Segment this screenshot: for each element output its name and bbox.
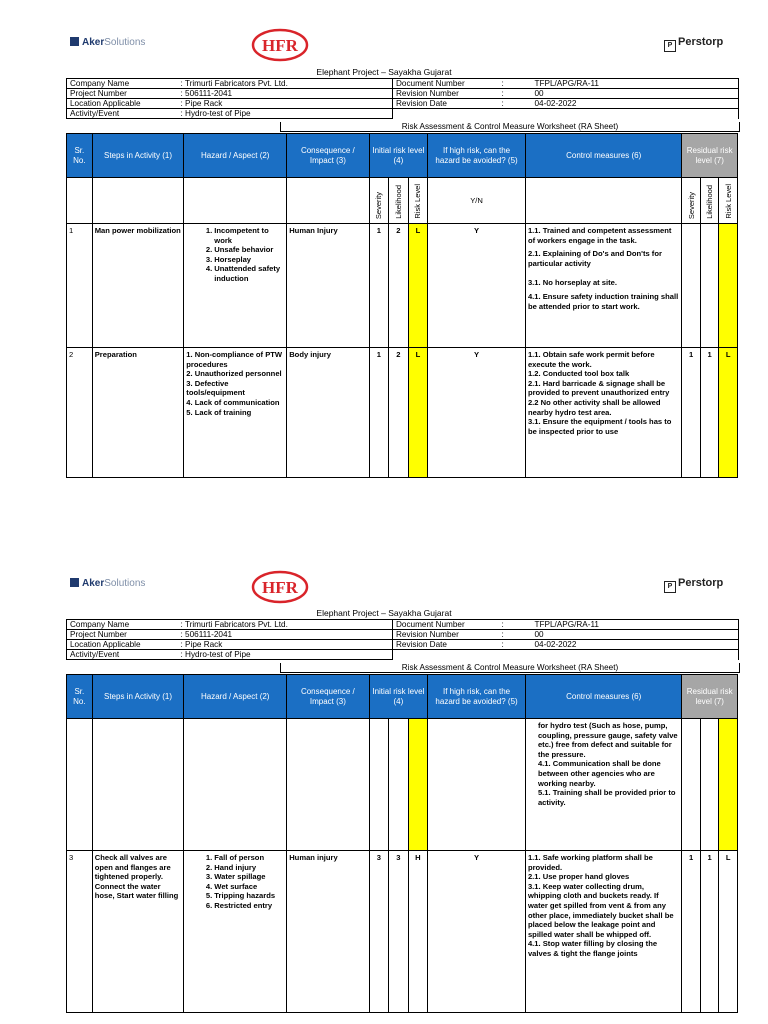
location-value: : Pipe Rack [178,99,393,109]
aker-solutions-logo: AkerSolutions [70,37,145,48]
header-initial-risk: Initial risk level (4) [369,134,428,178]
subheader-res-severity: Severity [686,191,696,219]
aker-square-icon [70,37,79,46]
control-measures: for hydro test (Such as hose, pump, coupling, pressure gauge, safety valve etc.) free from defect and suitable for the pressure. 4.1. Communication shall be done between other agencies who are working nearby. 5.1. Training shall be provided prior to activity. [525,719,681,851]
rev-value: 00 [532,89,739,99]
perstorp-box-icon: P [664,40,676,52]
hfr-logo-icon [250,570,310,609]
date-sep: : [499,99,532,109]
doc-value: TFPL/APG/RA-11 [532,79,739,89]
header-steps: Steps in Activity (1) [92,134,184,178]
project-title: Elephant Project – Sayakha Gujarat [316,608,452,618]
header-hazard: Hazard / Aspect (2) [184,134,287,178]
control-measures: 1.1. Obtain safe work permit before execute the work. 1.2. Conducted tool box talk 2.1. Hard barricade & signage shall be provided to prevent unauthorized entry 2.2 No other activity shall be allowed nearby hydro test area. 3.1. Ensure the equipment / tools has to be inspected prior to use [525,348,681,478]
control-measures: 1.1. Trained and competent assessment of workers engage in the task. 2.1. Explaining of Do's and Don'ts for particular activity 3.1. No horseplay at site. 4.1. Ensure safety induction training shall be attended prior to start work. [525,224,681,348]
subheader-severity: Severity [374,191,384,219]
project-title: Elephant Project – Sayakha Gujarat [316,67,452,77]
subheader-likelihood: Likelihood [393,185,403,219]
subheader-res-risk-level: Risk Level [723,184,733,219]
svg-text:HFR: HFR [262,578,298,597]
worksheet-title: Risk Assessment & Control Measure Worksheet (RA Sheet) [280,663,740,673]
date-label: Revision Date [393,99,499,109]
control-measures: 1.1. Safe working platform shall be provided. 2.1. Use proper hand gloves 3.1. Keep water collecting drum, whipping cloth and buckets ready. If water get spilled from vent & from any other place, immediately bucket shall be placed below the leakage point and spilled water shall be whipped off. 4.1. Stop water filling by closing the valves & tight the flange joints [525,851,681,1013]
header-avoid: If high risk, can the hazard be avoided? (5) [428,134,526,178]
activity-value: : Hydro-test of Pipe [178,109,393,119]
header-sr: Sr. No. [67,134,93,178]
ra-table-page-2: Sr. No. Steps in Activity (1) Hazard / Aspect (2) Consequence / Impact (3) Initial risk level (4) If high risk, can the hazard be avoided? (5) Control measures (6) Residual risk level (7) for hydro test (Such as hose, pump, coupling, pressure gauge, safety valve etc.) free from defect and suitable for the pressure. 4.1. Communication shall be done between other agencies who are working nearby. 5.1. Training shall be provided prior to activity. 3 Check all valves are open and flanges are tightened properly. Connect the water hose, Start water filling 1. Fall of person 2. Hand injury 3. Water spillage 4. Wet surface 5. Tripping hazards 6. Restricted entry Human injury 3 3 H Y 1.1. Safe working platform shall be provided. 2.1. Use proper hand gloves 3.1. Keep water collecting drum, whipping cloth and buckets ready. If water get spilled from vent & from any other place, immediately bucket shall be placed below the leakage point and spilled water shall be whipped off. 4.1. Stop water filling by closing the valves & tight the flange joints 1 1 L [66,674,738,1013]
table-row: 3 Check all valves are open and flanges are tightened properly. Connect the water hose, Start water filling 1. Fall of person 2. Hand injury 3. Water spillage 4. Wet surface 5. Tripping hazards 6. Restricted entry Human injury 3 3 H Y 1.1. Safe working platform shall be provided. 2.1. Use proper hand gloves 3.1. Keep water collecting drum, whipping cloth and buckets ready. If water get spilled from vent & from any other place, immediately bucket shall be placed below the leakage point and spilled water shall be whipped off. 4.1. Stop water filling by closing the valves & tight the flange joints 1 1 L [67,851,738,1013]
header-consequence: Consequence / Impact (3) [287,134,369,178]
table-row: 1 Man power mobilization 1. Incompetent to work 2. Unsafe behavior 3. Horseplay 4. Unattended safety induction Human Injury 1 2 L Y 1.1. Trained and competent assessment of workers engage in the task. 2.1. Explaining of Do's and Don'ts for particular activity 3.1. No horseplay at site. 4.1. Ensure safety induction training shall be attended prior to start work. [67,224,738,348]
subheader-yn: Y/N [428,178,526,224]
location-label: Location Applicable [67,99,178,109]
perstorp-box-icon: P [664,581,676,593]
info-table: Company Name : Trimurti Fabricators Pvt. Ltd. Document Number : TFPL/APG/RA-11 Project Number : 506111-2041 Revision Number : 00 Location Applicable : Pipe Rack Revision Date : 04-02-2022 Activity/Event : Hydro-test of Pipe [66,619,739,660]
hazard-list: 1. Fall of person 2. Hand injury 3. Water spillage 4. Wet surface 5. Tripping hazards 6. Restricted entry [186,853,284,911]
info-table [66,78,739,119]
hfr-logo-icon [250,28,310,67]
date-value: 04-02-2022 [532,99,739,109]
subheader-risk-level: Risk Level [413,184,423,219]
svg-text:HFR: HFR [262,36,298,55]
hazard-list: 1. Incompetent to work 2. Unsafe behavior 3. Horseplay 4. Unattended safety induction [186,226,284,284]
worksheet-title: Risk Assessment & Control Measure Worksheet (RA Sheet) [280,122,740,132]
company-value: : Trimurti Fabricators Pvt. Ltd. [178,79,393,89]
header-residual-risk: Residual risk level (7) [682,134,738,178]
rev-sep: : [499,89,532,99]
activity-label: Activity/Event [67,109,178,119]
project-value: : 506111-2041 [178,89,393,99]
aker-square-icon [70,578,79,587]
table-row: 2 Preparation 1. Non-compliance of PTW procedures 2. Unauthorized personnel 3. Defective tools/equipment 4. Lack of communication 5. Lack of training Body injury 1 2 L Y 1.1. Obtain safe work permit before execute the work. 1.2. Conducted tool box talk 2.1. Hard barricade & signage shall be provided to prevent unauthorized entry 2.2 No other activity shall be allowed nearby hydro test area. 3.1. Ensure the equipment / tools has to be inspected prior to use 1 1 L [67,348,738,478]
doc-sep: : [499,79,532,89]
table-row [67,719,738,851]
project-label: Project Number [67,89,178,99]
perstorp-logo: P Perstorp [664,36,723,52]
doc-label: Document Number [393,79,499,89]
rev-label: Revision Number [393,89,499,99]
header-control: Control measures (6) [525,134,681,178]
ra-table-page-1 [66,133,738,478]
aker-solutions-logo: AkerSolutions [70,578,145,589]
company-label: Company Name [67,79,178,89]
perstorp-logo: P Perstorp [664,577,723,593]
hazard-list: 1. Non-compliance of PTW procedures 2. Unauthorized personnel 3. Defective tools/equipment 4. Lack of communication 5. Lack of training [184,348,287,478]
subheader-res-likelihood: Likelihood [705,185,715,219]
